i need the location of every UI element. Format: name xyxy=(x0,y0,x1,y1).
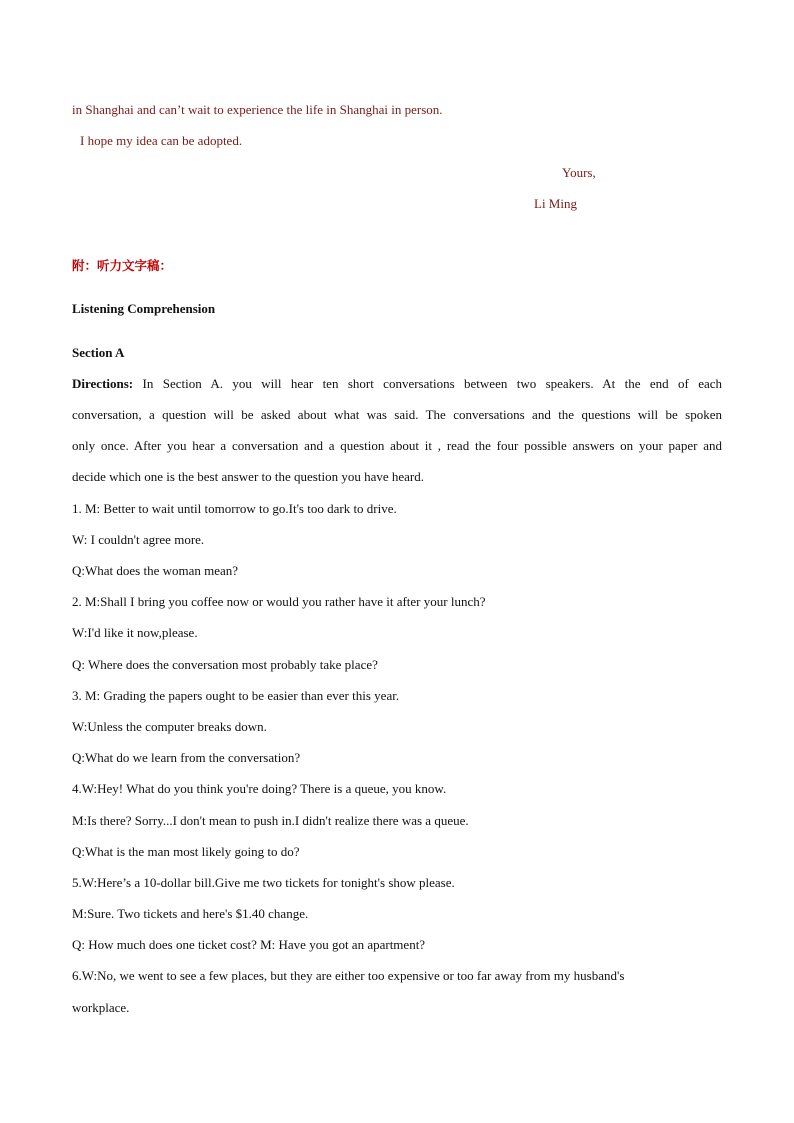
transcript-line: W:Unless the computer breaks down. xyxy=(72,719,267,734)
transcript-line: workplace. xyxy=(72,1000,130,1015)
transcript-line: 5.W:Here’s a 10-dollar bill.Give me two tickets for tonight's show please. xyxy=(72,875,455,890)
directions-line: conversation, a question will be asked about what was said. The conversations and the questions will be spoken xyxy=(72,407,722,422)
letter-closing: Yours, xyxy=(562,165,596,180)
transcript-line: M:Sure. Two tickets and here's $1.40 change. xyxy=(72,906,309,921)
section-a-title: Section A xyxy=(72,345,125,360)
transcript-line: Q:What do we learn from the conversation? xyxy=(72,750,301,765)
transcript-line: 1. M: Better to wait until tomorrow to go.It's too dark to drive. xyxy=(72,501,397,516)
transcript-line: Q: How much does one ticket cost? M: Have you got an apartment? xyxy=(72,937,426,952)
section-title: Listening Comprehension xyxy=(72,301,216,316)
transcript-line: M:Is there? Sorry...I don't mean to push in.I didn't realize there was a queue. xyxy=(72,813,469,828)
directions-label: Directions: xyxy=(72,376,134,391)
letter-line: I hope my idea can be adopted. xyxy=(80,133,243,148)
transcript-line: 4.W:Hey! What do you think you're doing? There is a queue, you know. xyxy=(72,781,447,796)
transcript-line: 6.W:No, we went to see a few places, but they are either too expensive or too far away from my husband's xyxy=(72,968,625,983)
directions-text: In Section A. you will hear ten short conversations between two speakers. At the end of each xyxy=(142,376,723,391)
transcript-line: Q:What is the man most likely going to do? xyxy=(72,844,300,859)
appendix-heading: 附：听力文字稿： xyxy=(72,259,173,273)
directions-line: decide which one is the best answer to the question you have heard. xyxy=(72,469,424,484)
transcript-line: W: I couldn't agree more. xyxy=(72,532,205,547)
directions-line xyxy=(72,375,722,393)
letter-signature: Li Ming xyxy=(534,196,577,211)
letter-line: in Shanghai and can’t wait to experience the life in Shanghai in person. xyxy=(72,102,443,117)
transcript-line: W:I'd like it now,please. xyxy=(72,625,198,640)
transcript-line: Q: Where does the conversation most probably take place? xyxy=(72,657,378,672)
directions-line: only once. After you hear a conversation and a question about it , read the four possible answers on your paper and xyxy=(72,438,722,453)
transcript-line: Q:What does the woman mean? xyxy=(72,563,239,578)
transcript-line: 3. M: Grading the papers ought to be easier than ever this year. xyxy=(72,688,400,703)
transcript-line: 2. M:Shall I bring you coffee now or would you rather have it after your lunch? xyxy=(72,594,486,609)
